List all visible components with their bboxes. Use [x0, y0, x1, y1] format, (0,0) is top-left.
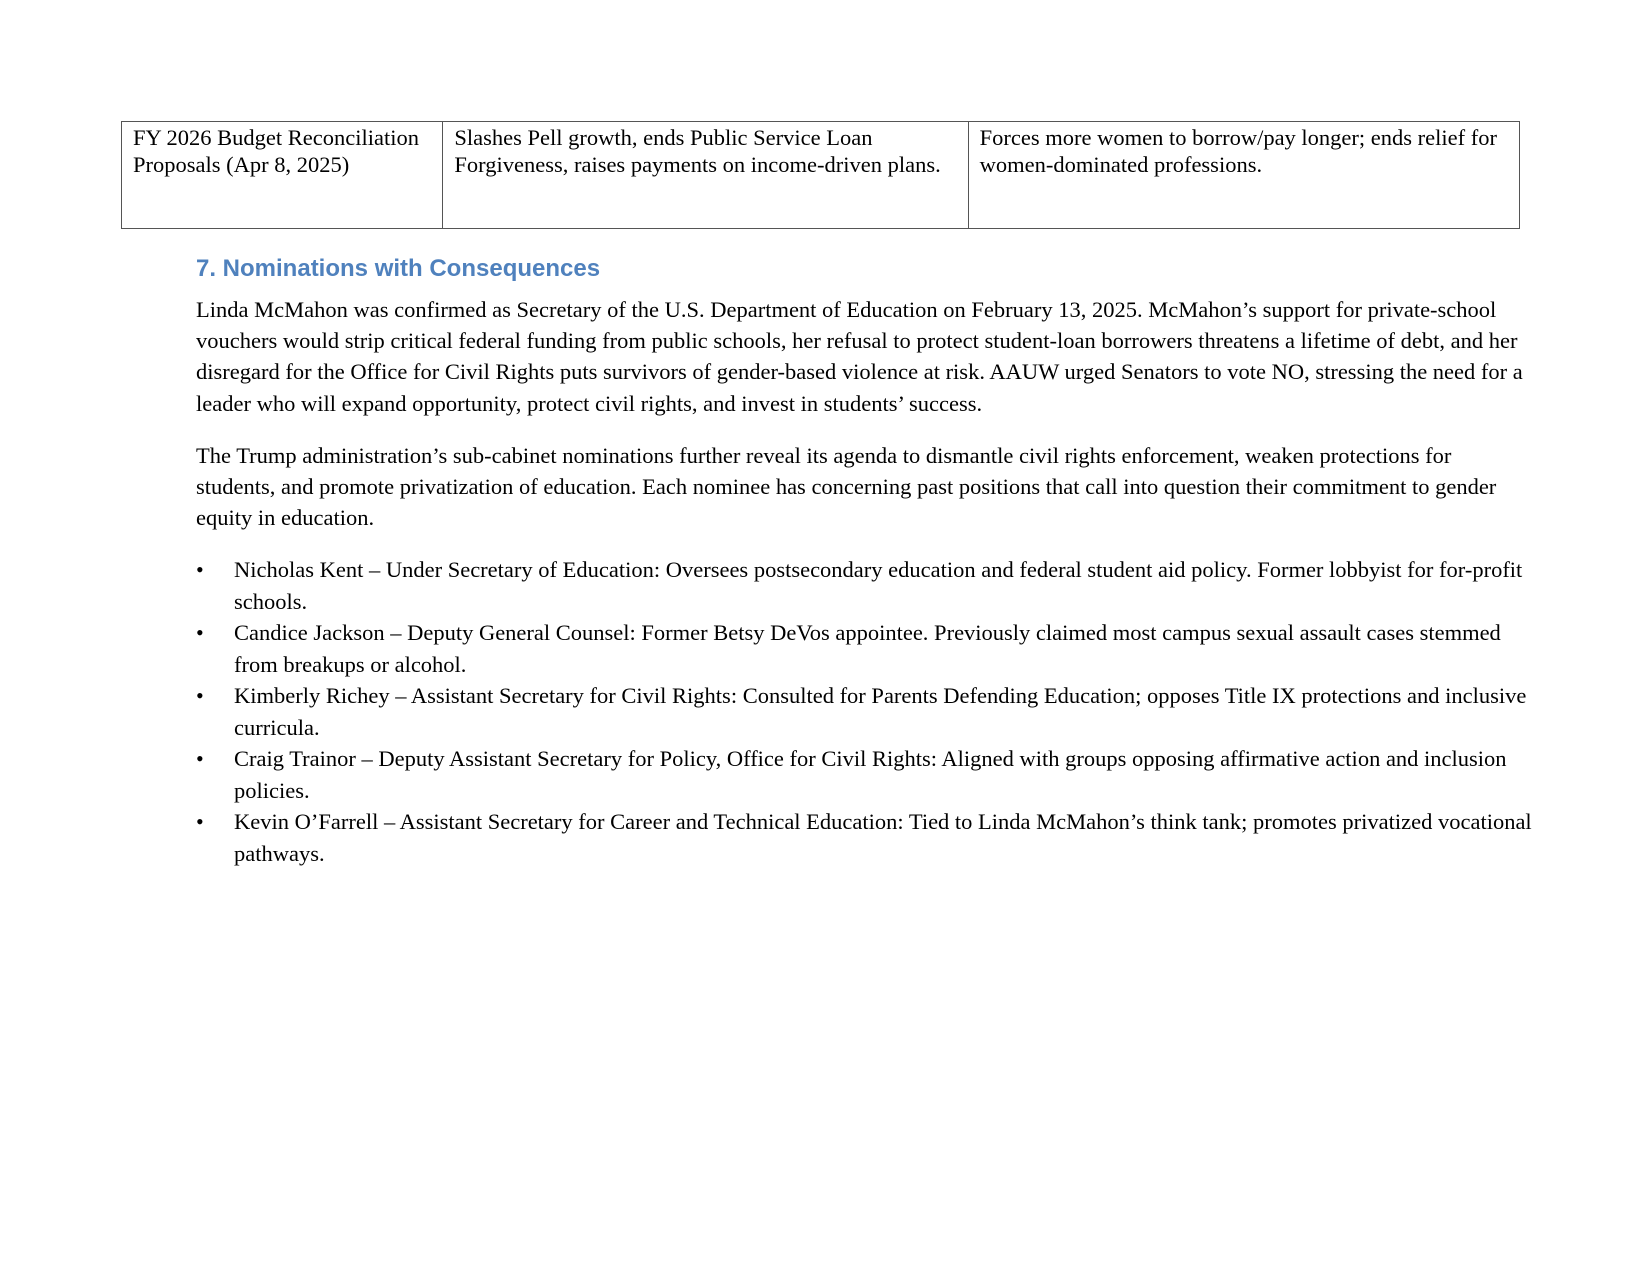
nominee-text: Kevin O’Farrell – Assistant Secretary for Career and Technical Education: Tied to Linda McMahon’s think tank; promotes privatized vocational pathways. [234, 809, 1532, 866]
table-row [122, 122, 1520, 229]
list-item [196, 680, 1536, 742]
paragraph-mcmahon: Linda McMahon was confirmed as Secretary of the U.S. Department of Education on February 13, 2025. McMahon’s support for private-school vouchers would strip critical federal funding from public schools, her refusal to protect student-loan borrowers threatens a lifetime of debt, and her disregard for the Office for Civil Rights puts survivors of gender-based violence at risk. AAUW urged Senators to vote NO, stressing the need for a leader who will expand opportunity, protect civil rights, and invest in students’ success. [196, 297, 1523, 416]
table-cell-impact: Forces more women to borrow/pay longer; ends relief for women-dominated professions. [968, 122, 1519, 229]
list-item [196, 617, 1536, 679]
bullet-icon: • [196, 683, 204, 709]
bullet-icon: • [196, 746, 204, 772]
bullet-icon: • [196, 557, 204, 583]
table-cell-what: Slashes Pell growth, ends Public Service Loan Forgiveness, raises payments on income-driven plans. [443, 122, 968, 229]
section-content [196, 252, 1536, 869]
policy-impact-table [121, 121, 1520, 229]
nominee-text: Candice Jackson – Deputy General Counsel: Former Betsy DeVos appointee. Previously claimed most campus sexual assault cases stemmed from breakups or alcohol. [234, 620, 1501, 677]
bullet-icon: • [196, 809, 204, 835]
list-item [196, 554, 1536, 616]
nominee-list [196, 554, 1536, 868]
list-item [196, 806, 1536, 868]
paragraph-sub-cabinet: The Trump administration’s sub-cabinet nominations further reveal its agenda to dismantle civil rights enforcement, weaken protections for students, and promote privatization of education. Each nominee has concerning past positions that call into question their commitment to gender equity in education. [196, 442, 1497, 531]
list-item [196, 743, 1536, 805]
nominee-text: Nicholas Kent – Under Secretary of Education: Oversees postsecondary education and federal student aid policy. Former lobbyist for for-profit schools. [234, 557, 1523, 614]
table-cell-policy: FY 2026 Budget Reconciliation Proposals (Apr 8, 2025) [122, 122, 443, 229]
nominee-text: Kimberly Richey – Assistant Secretary for Civil Rights: Consulted for Parents Defending Education; opposes Title IX protections and inclusive curricula. [234, 683, 1527, 740]
bullet-icon: • [196, 620, 204, 646]
nominee-text: Craig Trainor – Deputy Assistant Secretary for Policy, Office for Civil Rights: Aligned with groups opposing affirmative action and inclusion policies. [234, 746, 1507, 803]
section-heading: 7. Nominations with Consequences [196, 255, 601, 282]
